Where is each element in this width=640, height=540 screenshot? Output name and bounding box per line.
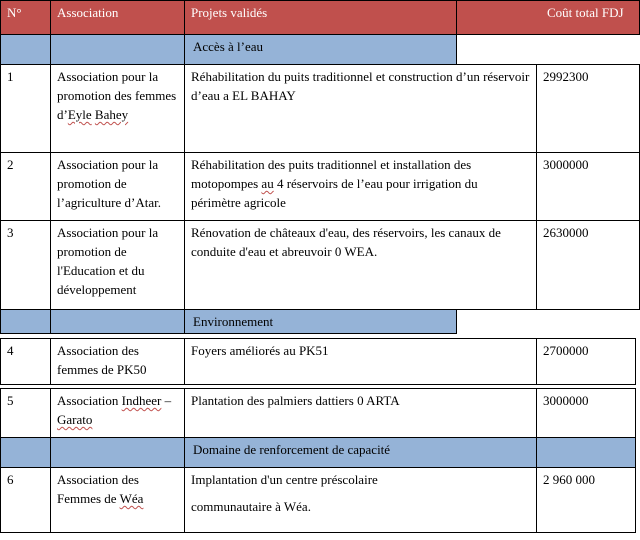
row-6-num: 6 bbox=[0, 467, 51, 533]
row-6-projet bbox=[184, 467, 537, 533]
row-2-projet: Réhabilitation des puits traditionnel et installation des motopompes au 4 réservoirs de l’eau pour irrigation du périmètre agricole bbox=[184, 152, 537, 221]
section-capacite-title: Domaine de renforcement de capacité bbox=[184, 437, 537, 468]
row-4-association: Association des femmes de PK50 bbox=[50, 338, 185, 385]
header-cout: Coût total FDJ bbox=[456, 0, 640, 35]
row-5-cout: 3000000 bbox=[536, 388, 636, 438]
header-projets: Projets validés bbox=[184, 0, 457, 35]
section-env-title: Environnement bbox=[184, 309, 457, 334]
row-6-projet-line-2: communautaire à Wéa. bbox=[191, 499, 311, 514]
section-eau-title: Accès à l’eau bbox=[184, 34, 457, 65]
row-3-cout: 2630000 bbox=[536, 220, 640, 310]
header-num: N° bbox=[0, 0, 51, 35]
section-env-num bbox=[0, 309, 51, 334]
section-capacite-assoc bbox=[50, 437, 185, 468]
row-2-num: 2 bbox=[0, 152, 51, 221]
row-4-num: 4 bbox=[0, 338, 51, 385]
section-eau-assoc bbox=[50, 34, 185, 65]
row-3-projet: Rénovation de châteaux d'eau, des réservoirs, les canaux de conduite d'eau et abreuvoir 0 WEA. bbox=[184, 220, 537, 310]
row-1-cout: 2992300 bbox=[536, 64, 640, 153]
row-1-projet: Réhabilitation du puits traditionnel et construction d’un réservoir d’eau a EL BAHAY bbox=[184, 64, 537, 153]
row-5-association: Association Indheer –Garato bbox=[50, 388, 185, 438]
row-6-cout: 2 960 000 bbox=[536, 467, 636, 533]
row-4-projet: Foyers améliorés au PK51 bbox=[184, 338, 537, 385]
row-5-num: 5 bbox=[0, 388, 51, 438]
row-5-projet: Plantation des palmiers dattiers 0 ARTA bbox=[184, 388, 537, 438]
row-2-association: Association pour la promotion de l’agriculture d’Atar. bbox=[50, 152, 185, 221]
section-capacite-cout bbox=[536, 437, 636, 468]
row-1-num: 1 bbox=[0, 64, 51, 153]
row-2-cout: 3000000 bbox=[536, 152, 640, 221]
row-4-cout: 2700000 bbox=[536, 338, 636, 385]
row-6-association: Association des Femmes de Wéa bbox=[50, 467, 185, 533]
row-3-association: Association pour la promotion de l'Education et du développement bbox=[50, 220, 185, 310]
section-capacite-num bbox=[0, 437, 51, 468]
row-1-association: Association pour la promotion des femmes d’Eyle Bahey bbox=[50, 64, 185, 153]
section-eau-num bbox=[0, 34, 51, 65]
section-env-assoc bbox=[50, 309, 185, 334]
row-3-num: 3 bbox=[0, 220, 51, 310]
row-6-projet-line-1: Implantation d'un centre préscolaire bbox=[191, 472, 378, 487]
header-association: Association bbox=[50, 0, 185, 35]
